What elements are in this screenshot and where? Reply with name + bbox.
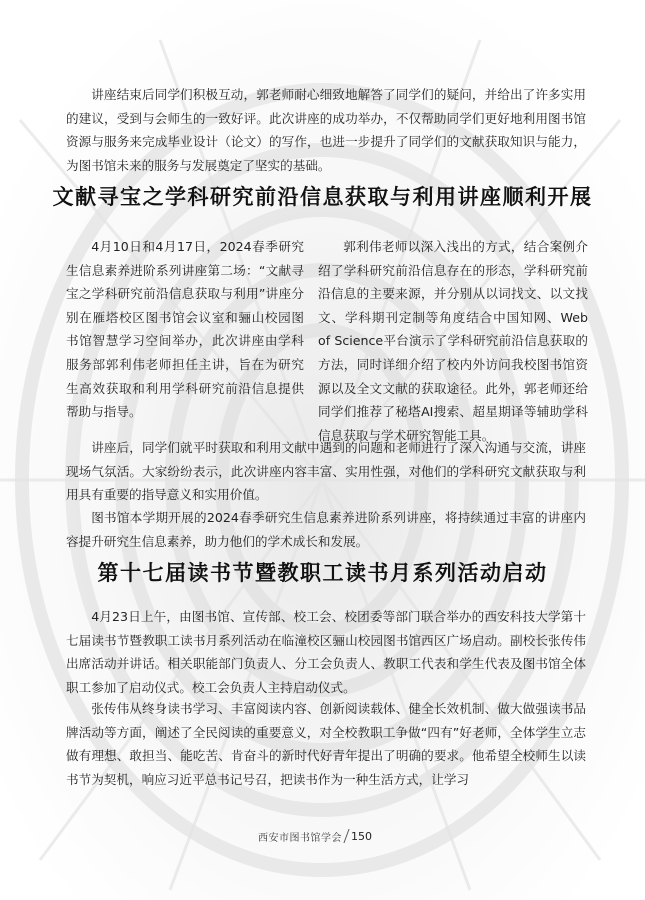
footer-publication-name: 西安市图书馆学会 xyxy=(258,832,342,844)
heading-section-1: 文献寻宝之学科研究前沿信息获取与利用讲座顺利开展 xyxy=(52,184,593,209)
paragraph-section1-left: 4月10日和4月17日，2024春季研究生信息素养进阶系列讲座第二场：“文献寻宝之学科研究前沿信息获取与利用”讲座分别在雁塔校区图书馆会议室和骊山校园图书馆智慧学习空间举办，此次讲座由学科服务部郭利伟老师担任主讲，旨在为研究生高效获取和利用学科研究前沿信息提供帮助与指导。 xyxy=(66,239,304,420)
paragraph-section1-right: 郭利伟老师以深入浅出的方式，结合案例介绍了学科研究前沿信息存在的形态，学科研究前沿信息的主要来源，并分别从以词找文、以文找文、学科期刊定制等角度结合中国知网、Web of Science平台演示了学科研究前沿信息获取的方法，同时详细介绍了校内外访问我校图书馆资源以及全文文献的获取途径。此外，郭老师还给同学们推荐了秘塔AI搜索、超星期译等辅助学科信息获取与学术研究智能工具。 xyxy=(318,239,588,443)
heading-section-2: 第十七届读书节暨教职工读书月系列活动启动 xyxy=(97,560,548,585)
page-footer xyxy=(258,827,372,845)
paragraph-section1-after-1: 讲座后，同学们就平时获取和利用文献中遇到的问题和老师进行了深入沟通与交流，讲座现场气氛活。大家纷纷表示，此次讲座内容丰富、实用性强，对他们的学科研究文献获取与利用具有重要的指导意义和实用价值。 xyxy=(66,440,586,503)
footer-separator xyxy=(343,829,349,843)
paragraph-intro: 讲座结束后同学们积极互动，郭老师耐心细致地解答了同学们的疑问，并给出了许多实用的建议，受到与会师生的一致好评。此次讲座的成功举办，不仅帮助同学们更好地利用图书馆资源与服务来完成毕业设计（论文）的写作，也进一步提升了同学们的文献获取知识与能力，为图书馆未来的服务与发展奠定了坚实的基础。 xyxy=(66,87,586,173)
paragraph-section1-after-2: 图书馆本学期开展的2024春季研究生信息素养进阶系列讲座，将持续通过丰富的讲座内容提升研究生信息素养，助力他们的学术成长和发展。 xyxy=(66,510,586,549)
page-number: 150 xyxy=(351,829,372,843)
paragraph-section2-1: 4月23日上午，由图书馆、宣传部、校工会、校团委等部门联合举办的西安科技大学第十七届读书节暨教职工读书月系列活动在临潼校区骊山校园图书馆西区广场启动。副校长张传伟出席活动并讲话。相关职能部门负责人、分工会负责人、教职工代表和学生代表及图书馆全体职工参加了启动仪式。校工会负责人主持启动仪式。 xyxy=(66,609,586,695)
paragraph-section2-2: 张传伟从终身读书学习、丰富阅读内容、创新阅读载体、健全长效机制、做大做强读书品牌活动等方面，阐述了全民阅读的重要意义，对全校教职工争做“四有”好老师，全体学生立志做有理想、敢担当、能吃苦、肯奋斗的新时代好青年提出了明确的要求。他希望全校师生以读书节为契机，响应习近平总书记号召，把读书作为一种生活方式，让学习 xyxy=(66,701,586,787)
